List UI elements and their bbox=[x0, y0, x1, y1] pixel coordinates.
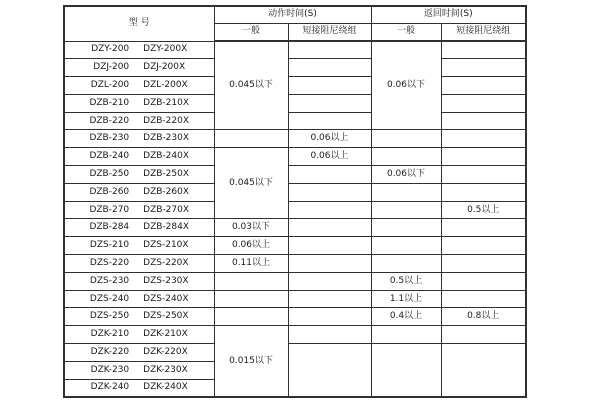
model-name: DZB-270 bbox=[89, 204, 130, 215]
cell-return-general: 0.5以上 bbox=[371, 272, 441, 290]
cell-action-damping bbox=[288, 255, 371, 273]
model-cell bbox=[64, 344, 214, 362]
model-name: DZB-260 bbox=[89, 186, 130, 197]
model-name-x: DZB-250X bbox=[143, 168, 190, 179]
cell-return-damping bbox=[441, 112, 526, 130]
model-pair bbox=[65, 348, 214, 357]
model-pair bbox=[65, 277, 214, 286]
cell-return-general: 1.1以上 bbox=[371, 290, 441, 308]
model-cell bbox=[64, 290, 214, 308]
cell-return-general bbox=[371, 219, 441, 237]
model-name-x: DZL-200X bbox=[143, 79, 188, 90]
cell-action-damping bbox=[288, 290, 371, 308]
table-row bbox=[64, 219, 526, 237]
model-cell bbox=[64, 308, 214, 326]
model-name: DZS-240 bbox=[89, 293, 130, 304]
model-name: DZK-230 bbox=[90, 364, 130, 375]
model-name: DZS-250 bbox=[89, 311, 130, 322]
table-row bbox=[64, 77, 526, 95]
cell-action-damping: 0.06以上 bbox=[288, 148, 371, 166]
cell-return-damping bbox=[441, 219, 526, 237]
table-row bbox=[64, 308, 526, 326]
model-cell bbox=[64, 148, 214, 166]
cell-action-general bbox=[214, 130, 288, 148]
cell-action-damping bbox=[288, 201, 371, 219]
cell-return-damping bbox=[441, 166, 526, 184]
model-name-x: DZS-230X bbox=[143, 275, 189, 286]
table-row bbox=[64, 166, 526, 184]
cell-action-general: 0.06以上 bbox=[214, 237, 288, 255]
cell-action-general: 0.03以下 bbox=[214, 219, 288, 237]
cell-return-general: 0.06以下 bbox=[371, 166, 441, 184]
model-cell bbox=[64, 112, 214, 130]
table-row bbox=[64, 112, 526, 130]
cell-return-damping bbox=[441, 94, 526, 112]
cell-return-general bbox=[371, 183, 441, 201]
cell-action-damping bbox=[288, 308, 371, 326]
model-pair bbox=[65, 45, 214, 54]
model-name-x: DZS-250X bbox=[143, 311, 189, 322]
model-pair bbox=[65, 99, 214, 108]
cell-action-damping bbox=[288, 344, 371, 397]
model-pair bbox=[65, 295, 214, 304]
cell-return-general bbox=[371, 326, 441, 344]
table-row bbox=[64, 94, 526, 112]
model-cell bbox=[64, 272, 214, 290]
model-cell bbox=[64, 219, 214, 237]
table-row bbox=[64, 201, 526, 219]
cell-return-general bbox=[371, 130, 441, 148]
header-action-general: 一般 bbox=[214, 23, 288, 41]
model-cell bbox=[64, 237, 214, 255]
cell-return-general: 0.06以下 bbox=[371, 41, 441, 130]
model-pair bbox=[65, 383, 214, 392]
table-row bbox=[64, 237, 526, 255]
model-pair bbox=[65, 259, 214, 268]
model-cell bbox=[64, 77, 214, 95]
model-name-x: DZK-230X bbox=[143, 364, 188, 375]
cell-return-general bbox=[371, 201, 441, 219]
model-pair bbox=[65, 63, 214, 72]
model-name: DZL-200 bbox=[90, 79, 130, 90]
model-name: DZB-240 bbox=[89, 151, 130, 162]
cell-return-damping bbox=[441, 183, 526, 201]
cell-action-damping bbox=[288, 219, 371, 237]
model-name: DZB-284 bbox=[89, 222, 130, 233]
model-name-x: DZS-210X bbox=[143, 240, 189, 251]
cell-return-general bbox=[371, 344, 441, 397]
cell-return-damping: 0.8以上 bbox=[441, 308, 526, 326]
model-name-x: DZB-240X bbox=[143, 151, 190, 162]
model-cell bbox=[64, 255, 214, 273]
cell-return-damping bbox=[441, 344, 526, 397]
model-pair bbox=[65, 330, 214, 339]
model-pair bbox=[65, 134, 214, 143]
cell-return-general bbox=[371, 237, 441, 255]
cell-action-damping bbox=[288, 183, 371, 201]
header-action-damping: 短接阻尼绕组 bbox=[288, 23, 371, 41]
model-pair bbox=[65, 206, 214, 215]
cell-action-damping bbox=[288, 59, 371, 77]
model-pair bbox=[65, 312, 214, 321]
cell-return-damping bbox=[441, 255, 526, 273]
cell-return-damping bbox=[441, 130, 526, 148]
cell-action-damping bbox=[288, 166, 371, 184]
model-pair bbox=[65, 117, 214, 126]
model-name: DZJ-200 bbox=[93, 62, 130, 73]
model-name: DZS-230 bbox=[89, 275, 130, 286]
model-cell bbox=[64, 166, 214, 184]
cell-action-general bbox=[214, 290, 288, 308]
cell-return-damping bbox=[441, 59, 526, 77]
model-name-x: DZB-230X bbox=[143, 133, 190, 144]
model-name-x: DZS-240X bbox=[143, 293, 189, 304]
table-row bbox=[64, 272, 526, 290]
model-cell bbox=[64, 183, 214, 201]
cell-action-damping bbox=[288, 237, 371, 255]
cell-action-damping bbox=[288, 41, 371, 59]
model-pair bbox=[65, 188, 214, 197]
model-name-x: DZY-200X bbox=[143, 44, 188, 55]
cell-return-general bbox=[371, 255, 441, 273]
table-body bbox=[64, 41, 526, 397]
model-name-x: DZK-220X bbox=[143, 346, 188, 357]
model-name: DZB-250 bbox=[89, 168, 130, 179]
header-return-time: 返回时间(S) bbox=[371, 6, 526, 23]
cell-action-general bbox=[214, 308, 288, 326]
header-return-general: 一般 bbox=[371, 23, 441, 41]
cell-return-general bbox=[371, 148, 441, 166]
model-name-x: DZK-210X bbox=[143, 329, 188, 340]
cell-return-damping bbox=[441, 326, 526, 344]
cell-return-damping bbox=[441, 272, 526, 290]
table-row bbox=[64, 183, 526, 201]
cell-action-damping: 0.06以上 bbox=[288, 130, 371, 148]
model-pair bbox=[65, 81, 214, 90]
cell-return-damping bbox=[441, 237, 526, 255]
model-name-x: DZB-270X bbox=[143, 204, 190, 215]
model-name-x: DZK-240X bbox=[143, 382, 188, 393]
cell-action-damping bbox=[288, 326, 371, 344]
table-row bbox=[64, 130, 526, 148]
table-row bbox=[64, 290, 526, 308]
header-return-damping: 短接阻尼绕组 bbox=[441, 23, 526, 41]
cell-return-damping bbox=[441, 290, 526, 308]
model-name: DZY-200 bbox=[91, 44, 130, 55]
model-cell bbox=[64, 201, 214, 219]
model-cell bbox=[64, 94, 214, 112]
table-row bbox=[64, 344, 526, 362]
model-name: DZK-210 bbox=[90, 329, 130, 340]
cell-return-damping bbox=[441, 41, 526, 59]
model-name: DZB-230 bbox=[89, 133, 130, 144]
cell-return-general: 0.4以上 bbox=[371, 308, 441, 326]
table-row bbox=[64, 59, 526, 77]
header-model: 型 号 bbox=[64, 6, 214, 41]
table-header bbox=[64, 6, 526, 41]
cell-action-damping bbox=[288, 94, 371, 112]
table-row bbox=[64, 148, 526, 166]
model-name: DZK-220 bbox=[90, 346, 130, 357]
model-name: DZB-210 bbox=[89, 97, 130, 108]
model-cell bbox=[64, 59, 214, 77]
table-row bbox=[64, 41, 526, 59]
model-name: DZS-220 bbox=[89, 257, 130, 268]
model-name-x: DZB-210X bbox=[143, 97, 190, 108]
model-cell bbox=[64, 379, 214, 397]
model-cell bbox=[64, 130, 214, 148]
model-name-x: DZB-260X bbox=[143, 186, 190, 197]
model-pair bbox=[65, 170, 214, 179]
model-pair bbox=[65, 223, 214, 232]
cell-return-damping bbox=[441, 77, 526, 95]
model-cell bbox=[64, 41, 214, 59]
spec-table bbox=[63, 5, 527, 398]
cell-return-damping: 0.5以上 bbox=[441, 201, 526, 219]
cell-action-general bbox=[214, 272, 288, 290]
model-name: DZB-220 bbox=[89, 115, 130, 126]
cell-action-damping bbox=[288, 112, 371, 130]
cell-action-general: 0.045以下 bbox=[214, 41, 288, 130]
cell-action-damping bbox=[288, 77, 371, 95]
header-group-row bbox=[64, 6, 526, 23]
table-row bbox=[64, 255, 526, 273]
model-name: DZK-240 bbox=[90, 382, 130, 393]
model-name-x: DZS-220X bbox=[143, 257, 189, 268]
model-name-x: DZB-220X bbox=[143, 115, 190, 126]
cell-action-damping bbox=[288, 272, 371, 290]
model-name-x: DZJ-200X bbox=[143, 62, 186, 73]
model-pair bbox=[65, 241, 214, 250]
cell-action-general: 0.11以上 bbox=[214, 255, 288, 273]
model-name: DZS-210 bbox=[89, 240, 130, 251]
header-action-time: 动作时间(S) bbox=[214, 6, 371, 23]
model-cell bbox=[64, 361, 214, 379]
cell-return-damping bbox=[441, 148, 526, 166]
cell-action-general: 0.015以下 bbox=[214, 326, 288, 397]
model-pair bbox=[65, 366, 214, 375]
model-pair bbox=[65, 152, 214, 161]
table-row bbox=[64, 326, 526, 344]
cell-action-general: 0.045以下 bbox=[214, 148, 288, 219]
model-name-x: DZB-284X bbox=[143, 222, 190, 233]
model-cell bbox=[64, 326, 214, 344]
